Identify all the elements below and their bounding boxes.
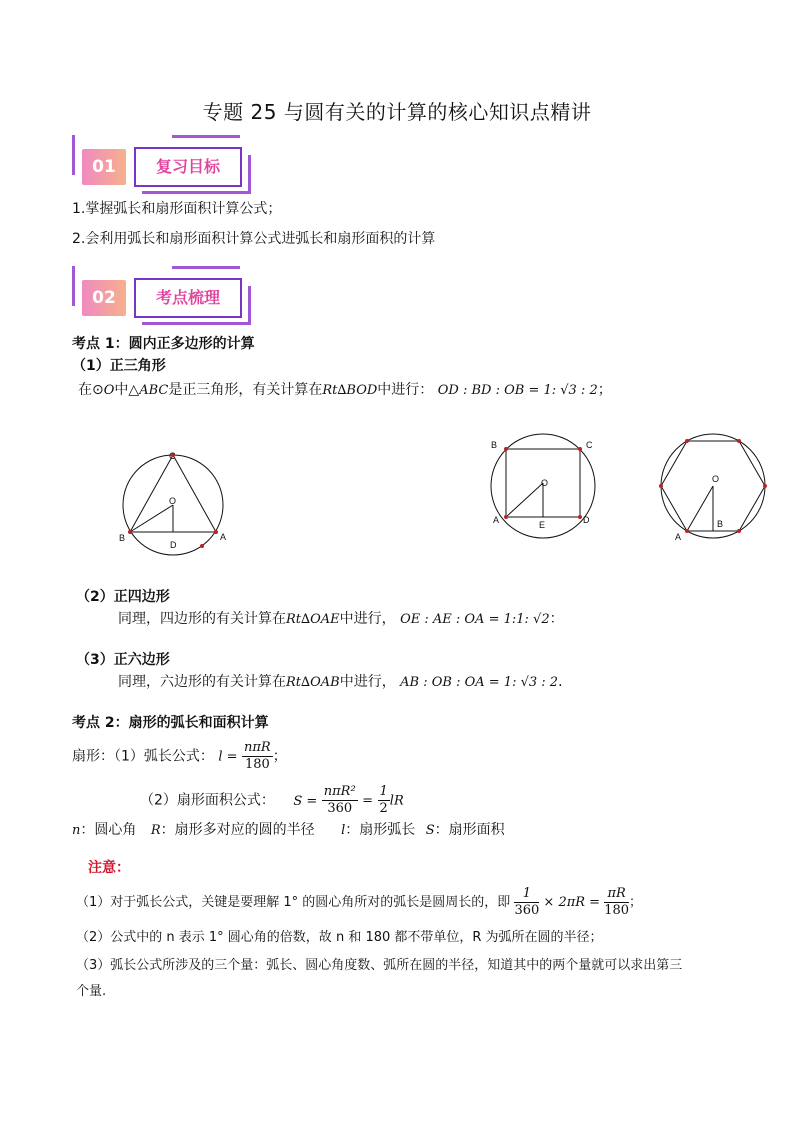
- vertex: [659, 484, 663, 488]
- numerator: nπR²: [323, 784, 356, 799]
- ratio-formula: OE : AE : OA = 1:1: √2: [400, 612, 550, 627]
- text: 中进行，: [339, 611, 396, 627]
- numerator: 1: [514, 886, 539, 903]
- text: ：: [549, 611, 564, 627]
- math: n: [72, 823, 81, 838]
- math: Rt∆BOD: [322, 383, 378, 398]
- point1-sub3: （3）正六边形: [76, 652, 170, 668]
- ratio-formula: OD : BD : OB = 1: √3 : 2: [437, 383, 598, 398]
- vertex: [685, 439, 689, 443]
- math: ABC: [139, 383, 169, 398]
- point-c: [578, 447, 582, 451]
- point-a: [504, 515, 508, 519]
- vertex: [763, 484, 767, 488]
- vertex: [737, 439, 741, 443]
- area-fraction: [322, 784, 358, 817]
- label-o: O: [541, 478, 549, 488]
- section-label: 复习目标: [134, 147, 242, 187]
- segment-oa: [506, 483, 543, 517]
- section-number: 01: [82, 149, 126, 185]
- denominator: 180: [244, 757, 270, 772]
- math: =: [362, 793, 374, 809]
- badge-deco-line: [172, 135, 240, 138]
- point1-heading: 考点 1：圆内正多边形的计算: [72, 336, 255, 352]
- goal-item-1: 1.掌握弧长和扇形面积计算公式；: [72, 201, 282, 217]
- numerator: 1: [379, 784, 388, 799]
- label-d: D: [170, 540, 177, 550]
- note-fraction-1: [514, 886, 539, 919]
- note-2: （2）公式中的 n 表示 1° 圆心角的倍数，故 n 和 180 都不带单位，R 为弧所在圆的半径；: [76, 930, 603, 945]
- label-d: D: [583, 515, 590, 525]
- denominator: 360: [327, 801, 353, 816]
- denominator: 360: [514, 903, 540, 918]
- vertex: [737, 529, 741, 533]
- label-b: B: [119, 533, 126, 543]
- label-o: O: [169, 496, 177, 506]
- badge-deco-line: [172, 266, 240, 269]
- notes-heading: 注意：: [88, 860, 130, 876]
- label-b: B: [717, 519, 724, 529]
- math: l: [341, 823, 346, 838]
- text: 中进行：: [377, 382, 434, 398]
- point1-sub3-text: [118, 672, 563, 693]
- square-figure: [482, 430, 602, 542]
- ratio-formula: AB : OB : OA = 1: √3 : 2: [400, 675, 559, 690]
- math: × 2πR =: [543, 895, 601, 910]
- symbol-legend: [72, 820, 505, 841]
- arc-length-formula: [72, 740, 287, 773]
- text: .: [558, 674, 563, 690]
- point2-heading: 考点 2：扇形的弧长和面积计算: [72, 715, 269, 731]
- math: Rt∆OAB: [286, 675, 340, 690]
- math: S =: [293, 793, 318, 809]
- note-3-continued: 个量.: [76, 984, 107, 999]
- label-c: C: [169, 451, 176, 461]
- text: ：扇形面积: [434, 822, 505, 838]
- section-number: 02: [82, 280, 126, 316]
- denominator: 2: [379, 801, 388, 816]
- label-c: C: [586, 440, 593, 450]
- numerator: nπR: [244, 740, 271, 755]
- math: R: [150, 823, 161, 838]
- label-a: A: [220, 532, 227, 542]
- segment-ob: [130, 505, 173, 532]
- math: Rt∆OAE: [286, 612, 340, 627]
- note-1: [76, 886, 642, 919]
- text: 同理，四边形的有关计算在: [118, 611, 286, 627]
- badge-frame: [72, 266, 79, 306]
- goal-item-2: 2.会利用弧长和扇形面积计算公式进弧长和扇形面积的计算: [72, 231, 436, 247]
- text: ；: [629, 895, 643, 910]
- label-e: E: [539, 520, 546, 530]
- text: 是正三角形，有关计算在: [168, 382, 323, 398]
- note-3: （3）弧长公式所涉及的三个量：弧长、圆心角度数、弧所在圆的半径，知道其中的两个量就可以求出第三: [76, 958, 683, 973]
- page-title: 专题 25 与圆有关的计算的核心知识点精讲: [202, 100, 592, 124]
- half-fraction: [378, 784, 390, 817]
- text: ；: [272, 748, 287, 765]
- label-a: A: [493, 515, 500, 525]
- numerator: πR: [604, 886, 629, 903]
- text: （1）对于弧长公式，关键是要理解 1° 的圆心角所对的弧长是圆周长的，即: [76, 895, 511, 910]
- math: O: [103, 383, 115, 398]
- hexagon-figure: [655, 432, 775, 544]
- text: 扇形：: [72, 748, 114, 765]
- text: 同理，六边形的有关计算在: [118, 674, 286, 690]
- text: （2）扇形面积公式：: [140, 792, 275, 809]
- point1-sub1-text: [78, 380, 612, 401]
- text: ：扇形多对应的圆的半径: [160, 822, 315, 838]
- text: ：圆心角: [80, 822, 137, 838]
- section-label: 考点梳理: [134, 278, 242, 318]
- point1-sub2: （2）正四边形: [76, 589, 170, 605]
- point1-sub2-text: [118, 609, 564, 630]
- point-d: [578, 515, 582, 519]
- text: 在⊙: [78, 382, 104, 398]
- text: ；: [597, 382, 612, 398]
- text: （1）弧长公式：: [114, 748, 214, 765]
- point-a: [214, 530, 218, 534]
- text: 中△: [114, 382, 140, 398]
- math: S: [425, 823, 435, 838]
- point-extra: [200, 544, 204, 548]
- text: ：扇形弧长: [345, 822, 416, 838]
- math: lR: [389, 793, 404, 809]
- arc-fraction: [242, 740, 273, 773]
- segment-oa: [687, 486, 713, 531]
- section-badge-01: [72, 135, 248, 187]
- point-b: [128, 530, 132, 534]
- math: l =: [218, 749, 238, 765]
- section-badge-02: [72, 266, 248, 318]
- triangle-figure: [112, 448, 232, 560]
- label-b: B: [491, 440, 498, 450]
- label-a: A: [675, 532, 682, 542]
- point-b: [504, 447, 508, 451]
- denominator: 180: [604, 903, 630, 918]
- badge-frame: [72, 135, 79, 175]
- vertex: [685, 529, 689, 533]
- label-o: O: [712, 474, 720, 484]
- note-fraction-2: [604, 886, 629, 919]
- text: 中进行，: [339, 674, 396, 690]
- point1-sub1: （1）正三角形: [72, 358, 166, 374]
- sector-area-formula: [140, 784, 404, 817]
